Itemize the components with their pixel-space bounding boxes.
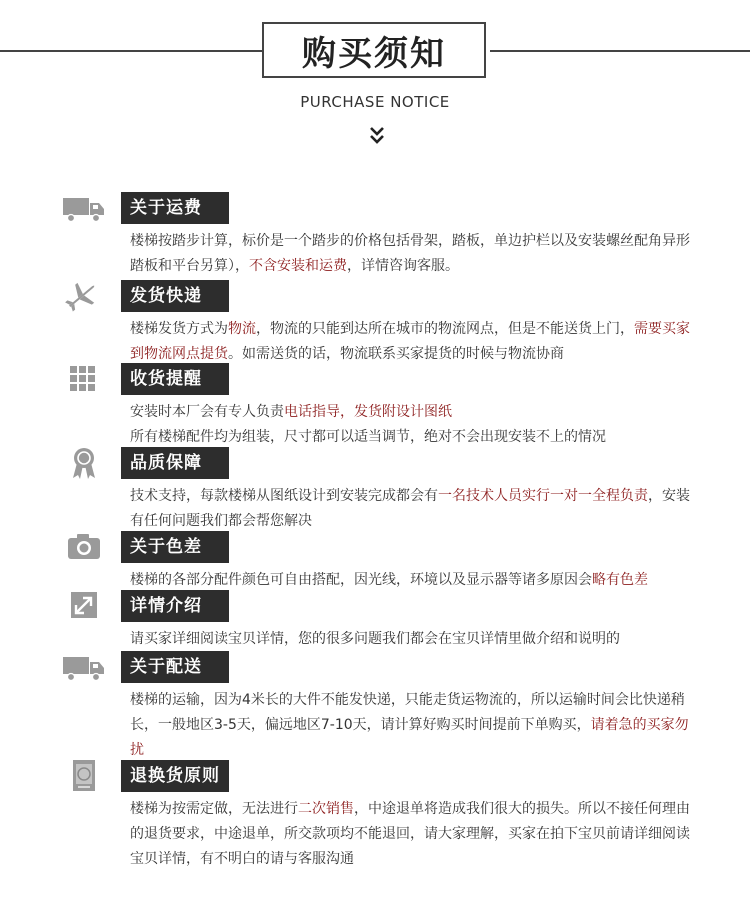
section-title: 退换货原则 bbox=[121, 760, 229, 792]
text: 所有楼梯配件均为组装，尺寸都可以适当调节，绝对不会出现安装不上的情况 bbox=[130, 429, 606, 445]
highlight-text: 需要买家到物流网点提货 bbox=[130, 321, 690, 362]
section-body bbox=[130, 229, 700, 279]
section-title: 收货提醒 bbox=[121, 363, 229, 395]
award-ribbon-icon bbox=[62, 447, 106, 479]
highlight-text: 二次销售 bbox=[298, 801, 354, 817]
highlight-text: 物流 bbox=[228, 321, 256, 337]
text: 楼梯按踏步计算，标价是一个踏步的价格包括骨架，踏板，单边护栏以及安装螺丝配角异形踏板和平台另算）， bbox=[130, 233, 690, 274]
expand-arrow-icon bbox=[62, 590, 106, 622]
camera-icon bbox=[62, 531, 106, 563]
text: 安装时本厂会有专人负责 bbox=[130, 404, 284, 420]
section-body bbox=[130, 317, 700, 367]
truck-icon bbox=[62, 651, 106, 683]
text: ，安装有任何问题我们都会帮您解决 bbox=[130, 488, 690, 529]
highlight-text: 电话指导，发货附设计图纸 bbox=[284, 404, 452, 420]
text: 楼梯的运输，因为4米长的大件不能发快递，只能走货运物流的，所以运输时间会比快递稍长，一般地区3-5天，偏远地区7-10天，请计算好购买时间提前下单购买， bbox=[130, 692, 685, 733]
section-title: 关于色差 bbox=[121, 531, 229, 563]
text: 楼梯发货方式为 bbox=[130, 321, 228, 337]
section-body bbox=[130, 797, 700, 872]
section-body bbox=[130, 400, 700, 450]
section-title: 发货快递 bbox=[121, 280, 229, 312]
text: ，详情咨询客服。 bbox=[347, 258, 459, 274]
highlight-text: 略有色差 bbox=[592, 572, 648, 588]
section-title: 关于运费 bbox=[121, 192, 229, 224]
section-body bbox=[130, 688, 700, 763]
section-body bbox=[130, 627, 700, 652]
highlight-text: 请着急的买家勿扰 bbox=[130, 717, 689, 758]
text: ，物流的只能到达所在城市的物流网点，但是不能送货上门， bbox=[256, 321, 634, 337]
text: 楼梯为按需定做，无法进行 bbox=[130, 801, 298, 817]
section-title: 品质保障 bbox=[121, 447, 229, 479]
text: 。如需送货的话，物流联系买家提货的时候与物流协商 bbox=[228, 346, 564, 362]
text: 请买家详细阅读宝贝详情，您的很多问题我们都会在宝贝详情里做介绍和说明的 bbox=[130, 631, 620, 647]
header-line-left bbox=[0, 50, 262, 52]
page-title: 购买须知 bbox=[262, 22, 486, 78]
device-icon bbox=[62, 760, 106, 792]
section-body bbox=[130, 484, 700, 534]
text: 技术支持，每款楼梯从图纸设计到安装完成都会有 bbox=[130, 488, 438, 504]
highlight-text: 不含安装和运费 bbox=[249, 258, 347, 274]
airplane-icon bbox=[62, 280, 106, 312]
header-line-right bbox=[490, 50, 750, 52]
section-title: 详情介绍 bbox=[121, 590, 229, 622]
section-title: 关于配送 bbox=[121, 651, 229, 683]
text: ，中途退单将造成我们很大的损失。所以不接任何理由的退货要求，中途退单，所交款项均不能退回，请大家理解，买家在拍下宝贝前请详细阅读宝贝详情，有不明白的请与客服沟通 bbox=[130, 801, 690, 867]
grid-icon bbox=[62, 363, 106, 395]
chevron-down-icon bbox=[367, 124, 387, 148]
text: 楼梯的各部分配件颜色可自由搭配，因光线，环境以及显示器等诸多原因会 bbox=[130, 572, 592, 588]
truck-icon bbox=[62, 192, 106, 224]
page-subtitle: PURCHASE NOTICE bbox=[300, 93, 450, 111]
highlight-text: 一名技术人员实行一对一全程负责 bbox=[438, 488, 648, 504]
